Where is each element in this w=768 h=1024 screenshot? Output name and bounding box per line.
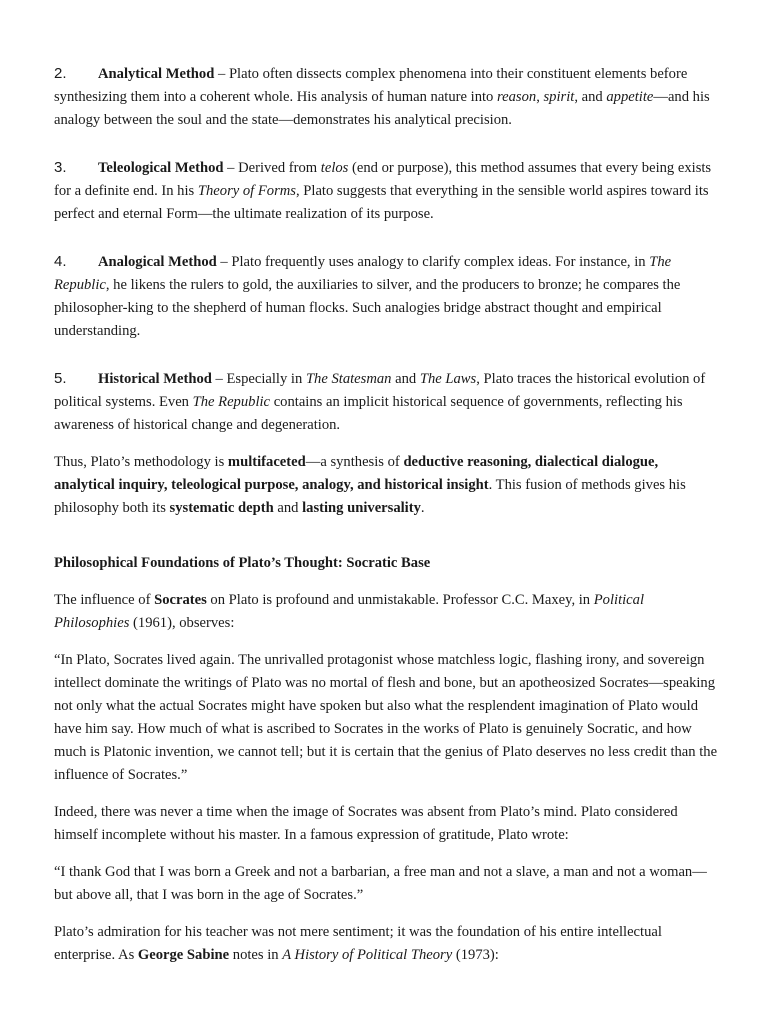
italic-run: Theory of Forms — [197, 183, 296, 199]
italic-run: The Republic — [192, 394, 271, 410]
italic-run: A History of Political Theory — [282, 947, 453, 963]
admiration-paragraph — [54, 921, 718, 967]
text-run: , and — [574, 89, 607, 105]
method-number: 2. — [54, 65, 67, 82]
italic-run: telos — [320, 160, 349, 176]
italic-run: appetite — [606, 89, 654, 105]
method-title: Historical Method — [98, 371, 212, 387]
text-run: The influence of — [54, 592, 155, 608]
method-item — [54, 250, 718, 343]
bold-run: multifaceted — [227, 454, 306, 470]
method-number: 3. — [54, 159, 67, 176]
bold-run: deductive reasoning, dialectical dialogue, analytical inquiry, teleological purpose, analogy, and historical insight — [54, 454, 659, 493]
text-run: , Plato traces the historical evolution of political systems. Even — [54, 371, 706, 410]
text-run: (1973): — [452, 947, 499, 963]
text-run: , he likens the rulers to gold, the auxiliaries to silver, and the producers to bronze; he compares the philosopher-king to the shepherd of human flocks. Such analogies bridge abstract thought and empirical understanding. — [54, 277, 681, 339]
italic-run: The Statesman — [305, 371, 392, 387]
text-run: —a synthesis of — [305, 454, 404, 470]
text-run: – Plato often dissects complex phenomena into their constituent elements before synthesizing them into a coherent whole. His analysis of human nature into — [54, 66, 688, 105]
bold-run: systematic depth — [169, 500, 274, 516]
text-run: —and his analogy between the soul and the state—demonstrates his analytical precision. — [54, 89, 710, 128]
text-run: , — [536, 89, 544, 105]
text-run: (end or purpose), this method assumes that every being exists for a definite end. In his — [54, 160, 712, 199]
gratitude-quote: “I thank God that I was born a Greek and not a barbarian, a free man and not a slave, a man and not a woman—but above all, that I was born in the age of Socrates.” — [54, 864, 707, 903]
method-item — [54, 367, 718, 437]
method-number: 4. — [54, 253, 67, 270]
maxey-quote: “In Plato, Socrates lived again. The unrivalled protagonist whose matchless logic, flashing irony, and sovereign intellect dominate the writings of Plato was no mortal of flesh and bone, but an apotheosized Socrates—speaking not only what the actual Socrates might have spoken but also what the resplendent imagination of Plato would have him say. How much of what is ascribed to Socrates in the works of Plato is genuinely Socratic, and how much is Platonic invention, we cannot tell; but it is certain that the genius of Plato deserves no less credit than the influence of Socrates.” — [54, 652, 718, 783]
text-run: and — [391, 371, 420, 387]
bold-run: lasting universality — [302, 500, 421, 516]
italic-run: The Republic — [54, 254, 672, 293]
text-run: . — [420, 500, 425, 516]
italic-run: reason — [497, 89, 537, 105]
text-run: Thus, Plato’s methodology is — [54, 454, 228, 470]
bold-run: Socrates — [154, 592, 207, 608]
section-heading: Philosophical Foundations of Plato’s Thought: Socratic Base — [54, 555, 431, 571]
text-run: – Especially in — [211, 371, 306, 387]
method-item — [54, 156, 718, 226]
method-list — [54, 62, 718, 437]
text-run: contains an implicit historical sequence of governments, reflecting his awareness of historical change and degeneration. — [54, 394, 683, 433]
method-item — [54, 62, 718, 132]
indeed-paragraph: Indeed, there was never a time when the image of Socrates was absent from Plato’s mind. Plato considered himself incomplete without his master. In a famous expression of gratitude, Plato wrote: — [54, 804, 678, 843]
influence-paragraph — [54, 589, 718, 635]
italic-run: spirit — [543, 89, 575, 105]
method-number: 5. — [54, 370, 67, 387]
text-run: – Derived from — [223, 160, 321, 176]
text-run: Plato’s admiration for his teacher was not mere sentiment; it was the foundation of his entire intellectual enterprise. As — [54, 924, 662, 963]
text-run: (1961), observes: — [129, 615, 235, 631]
italic-run: The Laws — [419, 371, 477, 387]
summary-paragraph — [54, 451, 718, 520]
method-title: Analogical Method — [98, 254, 217, 270]
method-title: Teleological Method — [98, 160, 224, 176]
text-run: – Plato frequently uses analogy to clarify complex ideas. For instance, in — [216, 254, 650, 270]
bold-run: George Sabine — [137, 947, 230, 963]
text-run: notes in — [229, 947, 283, 963]
text-run: and — [273, 500, 303, 516]
italic-run: Political Philosophies — [54, 592, 645, 631]
text-run: , Plato suggests that everything in the sensible world aspires toward its perfect and eternal Form—the ultimate realization of its purpose. — [54, 183, 709, 222]
text-run: . This fusion of methods gives his philosophy both its — [54, 477, 686, 516]
method-title: Analytical Method — [98, 66, 215, 82]
text-run: on Plato is profound and unmistakable. Professor C.C. Maxey, in — [206, 592, 594, 608]
